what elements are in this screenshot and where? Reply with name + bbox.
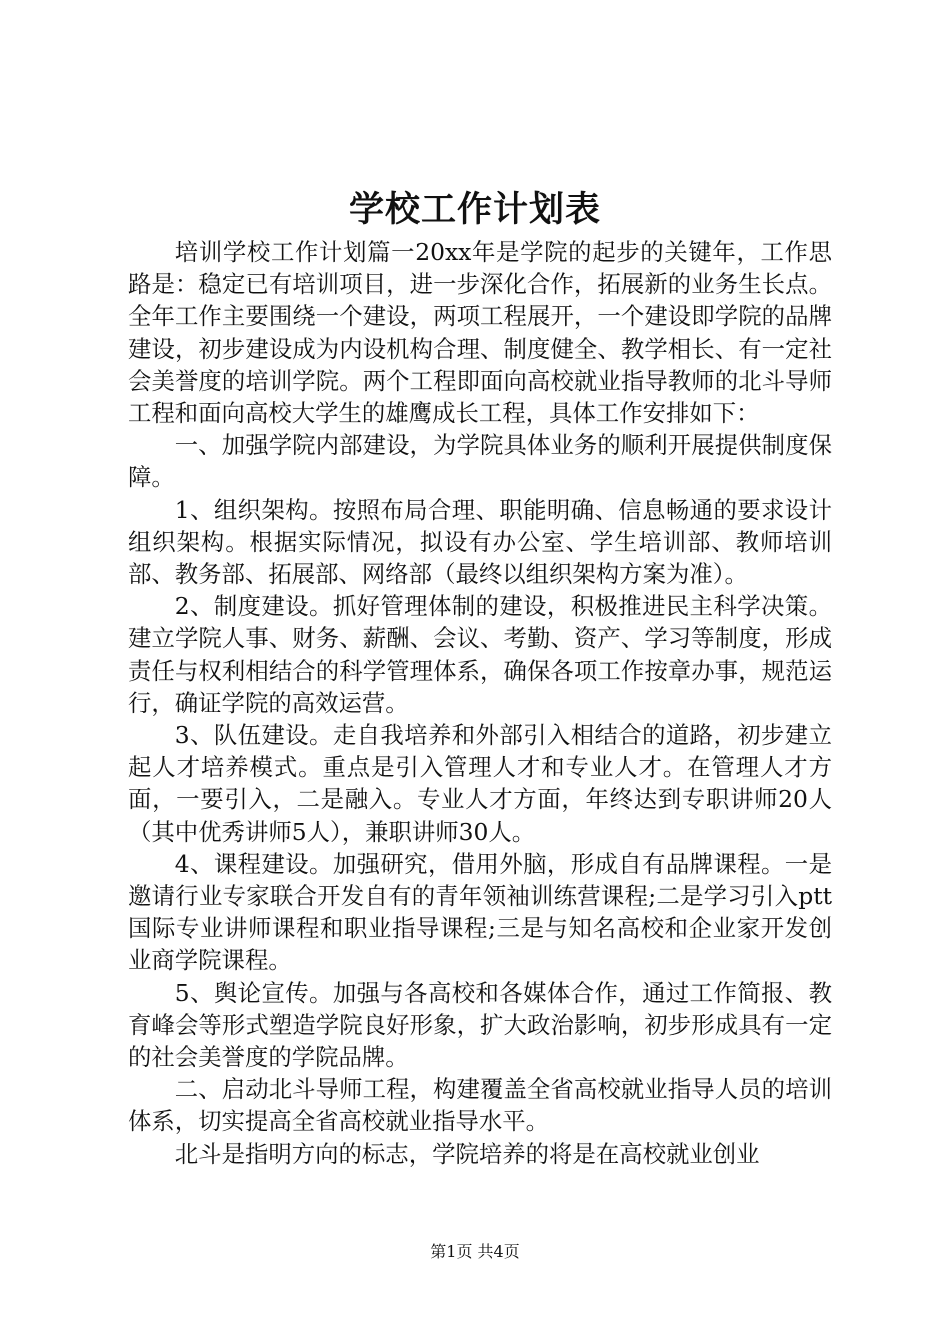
paragraph-item-3: 3、队伍建设。走自我培养和外部引入相结合的道路，初步建立起人才培养模式。重点是引入管理人才和专业人才。在管理人才方面，一要引入，二是融入。专业人才方面，年终达到专职讲师20人（其中优秀讲师5人），兼职讲师30人。: [128, 721, 832, 846]
document-body: [128, 236, 832, 1170]
paragraph-item-1: 1、组织架构。按照布局合理、职能明确、信息畅通的要求设计组织架构。根据实际情况，拟设有办公室、学生培训部、教师培训部、教务部、拓展部、网络部（最终以组织架构方案为准）。: [128, 495, 832, 589]
page-footer: 第1页 共4页: [430, 1242, 520, 1261]
paragraph-item-4: 4、课程建设。加强研究，借用外脑，形成自有品牌课程。一是邀请行业专家联合开发自有的青年领袖训练营课程;二是学习引入ptt国际专业讲师课程和职业指导课程;三是与知名高校和企业家开发创业商学院课程。: [128, 849, 832, 975]
paragraph-intro: 培训学校工作计划篇一20xx年是学院的起步的关键年，工作思路是：稳定已有培训项目，进一步深化合作，拓展新的业务生长点。全年工作主要围绕一个建设，两项工程展开，一个建设即学院的品牌建设，初步建设成为内设机构合理、制度健全、教学相长、有一定社会美誉度的培训学院。两个工程即面向高校就业指导教师的北斗导师工程和面向高校大学生的雄鹰成长工程，具体工作安排如下：: [128, 238, 832, 428]
paragraph-item-2: 2、制度建设。抓好管理体制的建设，积极推进民主科学决策。建立学院人事、财务、薪酬、会议、考勤、资产、学习等制度，形成责任与权利相结合的科学管理体系，确保各项工作按章办事，规范运行，确证学院的高效运营。: [128, 592, 832, 717]
paragraph-continuation: 北斗是指明方向的标志，学院培养的将是在高校就业创业: [174, 1139, 760, 1168]
paragraph-section-2: 二、启动北斗导师工程，构建覆盖全省高校就业指导人员的培训体系，切实提高全省高校就业指导水平。: [128, 1075, 832, 1136]
paragraph-section-1: 一、加强学院内部建设，为学院具体业务的顺利开展提供制度保障。: [128, 431, 832, 492]
paragraph-item-5: 5、舆论宣传。加强与各高校和各媒体合作，通过工作简报、教育峰会等形式塑造学院良好形象，扩大政治影响，初步形成具有一定的社会美誉度的学院品牌。: [128, 978, 832, 1072]
document-title: 学校工作计划表: [348, 189, 601, 230]
